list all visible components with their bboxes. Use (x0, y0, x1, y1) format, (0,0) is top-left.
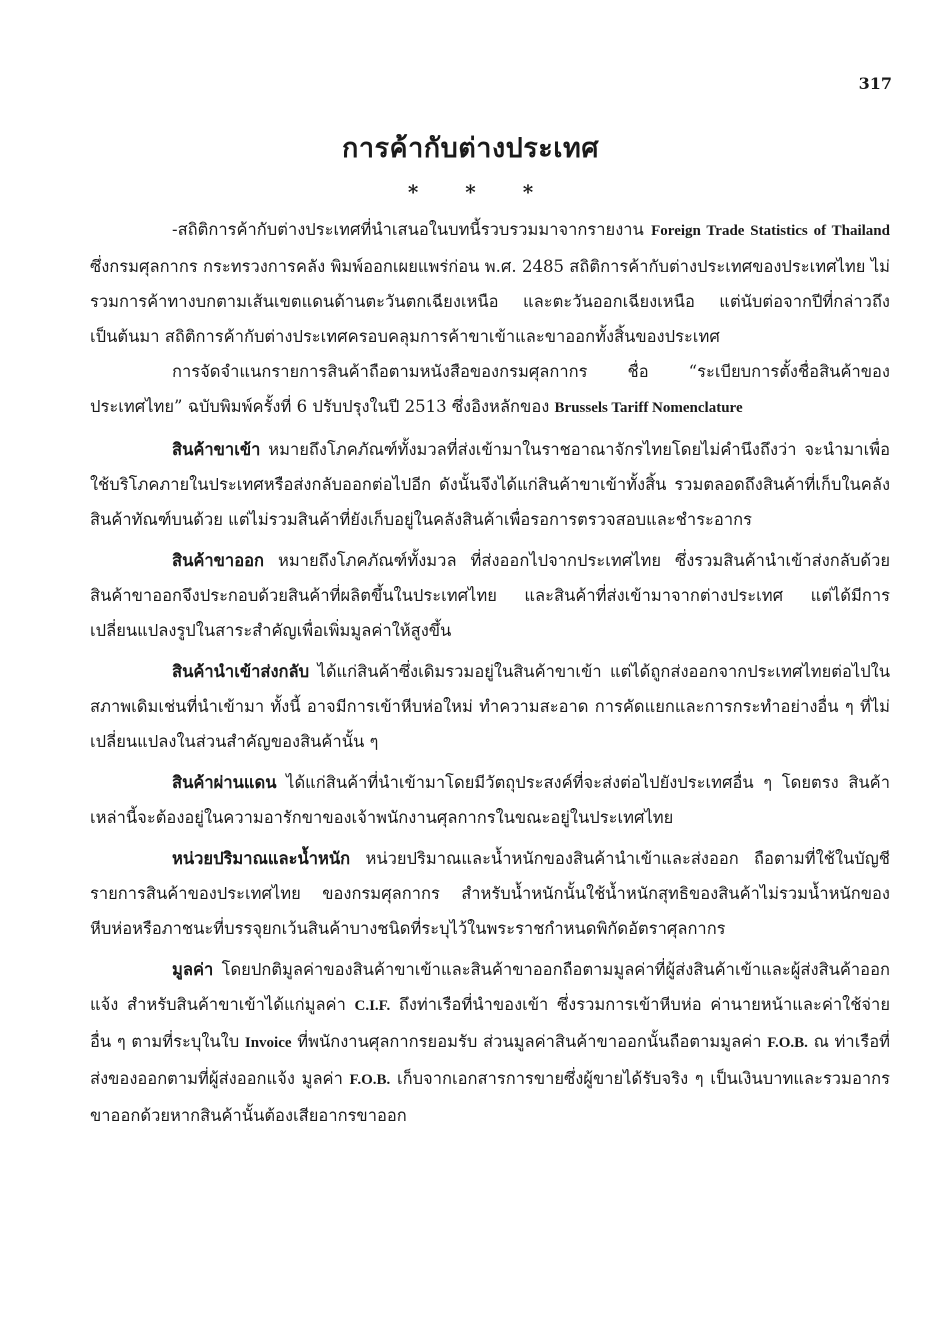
nomenclature-name: Brussels Tariff Nomenclature (554, 400, 743, 416)
paragraph-text: หมายถึงโภคภัณฑ์ทั้งมวล ที่ส่งออกไปจากประเทศไทย ซึ่งรวมสินค้านำเข้าส่งกลับด้วย สินค้าขาออกจึงประกอบด้วยสินค้าที่ผลิตขึ้นในประเทศไทย และสินค้าที่ส่งเข้ามาจากต่างประเทศ แต่ได้มีการเปลี่ยนแปลงรูปในสาระสำคัญเพื่อเพิ่มมูลค่าให้สูงขึ้น (90, 551, 890, 640)
page-number: 317 (858, 74, 892, 93)
term-heading: หน่วยปริมาณและน้ำหนัก (172, 849, 351, 868)
term-heading: สินค้าผ่านแดน (172, 773, 277, 792)
document-body (90, 212, 890, 1139)
paragraph-text: ณ ท่าเรือที่ส่งของออกตามที่ผู้ส่งออกแจ้ง มูลค่า (90, 1032, 890, 1088)
paragraph-text: หมายถึงโภคภัณฑ์ทั้งมวลที่ส่งเข้ามาในราชอาณาจักรไทยโดยไม่คำนึงถึงว่า จะนำมาเพื่อใช้บริโภคภายในประเทศหรือส่งกลับออกต่อไปอีก ดังนั้นจึงได้แก่สินค้าขาเข้าทั้งสิ้น รวมตลอดถึงสินค้าที่เก็บในคลังสินค้าทัณฑ์บนด้วย แต่ไม่รวมสินค้าที่ยังเก็บอยู่ในคลังสินค้าเพื่อรอการตรวจสอบและชำระอากร (90, 440, 890, 529)
paragraph-imports (90, 432, 890, 537)
paragraph-exports (90, 543, 890, 648)
paragraph-text: หน่วยปริมาณและน้ำหนักของสินค้านำเข้าและส่งออก ถือตามที่ใช้ในบัญชีรายการสินค้าของประเทศไทย ของกรมศุลกากร สำหรับน้ำหนักนั้นใช้น้ำหนักสุทธิของสินค้าไม่รวมน้ำหนักของหีบห่อหรือภาชนะที่บรรจุยกเว้นสินค้าบางชนิดที่ระบุไว้ในพระราชกำหนดพิกัดอัตราศุลกากร (90, 849, 891, 938)
paragraph-source (90, 212, 890, 354)
cif-term: C.I.F. (354, 998, 391, 1014)
paragraph-text: การจัดจำแนกรายการสินค้าถือตามหนังสือของกรมศุลกากร ชื่อ “ระเบียบการตั้งชื่อสินค้าของประเทศไทย” ฉบับพิมพ์ครั้งที่ 6 ปรับปรุงในปี 2513 ซึ่งอิงหลักของ (90, 362, 890, 416)
paragraph-text: ถึงท่าเรือที่นำของเข้า ซึ่งรวมการเข้าหีบห่อ ค่านายหน้าและค่าใช้จ่ายอื่น ๆ ตามที่ระบุในใบ (90, 995, 890, 1051)
paragraph-text: ได้แก่สินค้าซึ่งเดิมรวมอยู่ในสินค้าขาเข้า แต่ได้ถูกส่งออกจากประเทศไทยต่อไปในสภาพเดิมเช่นที่นำเข้ามา ทั้งนี้ อาจมีการเข้าหีบห่อใหม่ ทำความสะอาด การคัดแยกและการกระทำอย่างอื่น ๆ ที่ไม่เปลี่ยนแปลงในส่วนสำคัญของสินค้านั้น ๆ (90, 662, 891, 751)
section-divider-stars: * * * (407, 180, 534, 204)
invoice-term: Invoice (244, 1035, 292, 1051)
term-heading: มูลค่า (172, 960, 214, 979)
paragraph-value (90, 952, 890, 1133)
paragraph-text: ได้แก่สินค้าที่นำเข้ามาโดยมีวัตถุประสงค์ที่จะส่งต่อไปยังประเทศอื่น ๆ โดยตรง สินค้าเหล่านี้จะต้องอยู่ในความอารักขาของเจ้าพนักงานศุลกากรในขณะอยู่ในประเทศไทย (90, 773, 890, 827)
paragraph-text: ที่พนักงานศุลกากรยอมรับ ส่วนมูลค่าสินค้าขาออกนั้นถือตามมูลค่า (297, 1032, 762, 1051)
paragraph-text: โดยปกติมูลค่าของสินค้าขาเข้าและสินค้าขาออกถือตามมูลค่าที่ผู้ส่งสินค้าเข้าและผู้ส่งสินค้าออกแจ้ง สำหรับสินค้าขาเข้าได้แก่มูลค่า (90, 960, 890, 1014)
term-heading: สินค้าขาออก (172, 551, 265, 570)
term-heading: สินค้านำเข้าส่งกลับ (172, 662, 310, 681)
fob-term: F.O.B. (767, 1035, 808, 1051)
paragraph-text: ซึ่งกรมศุลกากร กระทรวงการคลัง พิมพ์ออกเผยแพร่ก่อน พ.ศ. 2485 สถิติการค้ากับต่างประเทศของประเทศไทย ไม่รวมการค้าทางบกตามเส้นเขตแดนด้านตะวันตกเฉียงเหนือ และตะวันออกเฉียงเหนือ แต่นับต่อจากปีที่กล่าวถึงเป็นต้นมา สถิติการค้ากับต่างประเทศครอบคลุมการค้าขาเข้าและขาออกทั้งสิ้นของประเทศ (90, 257, 890, 346)
term-heading: สินค้าขาเข้า (172, 440, 261, 459)
paragraph-transit (90, 765, 890, 835)
fob-term: F.O.B. (349, 1072, 391, 1088)
page-title: การค้ากับต่างประเทศ (342, 133, 599, 164)
paragraph-text: -สถิติการค้ากับต่างประเทศที่นำเสนอในบทนี้รวบรวมมาจากรายงาน (172, 220, 644, 239)
paragraph-units (90, 841, 890, 946)
paragraph-text: เก็บจากเอกสารการขายซึ่งผู้ขายได้รับจริง ๆ เป็นเงินบาทและรวมอากรขาออกด้วยหากสินค้านั้นต้องเสียอากรขาออก (90, 1069, 890, 1125)
paragraph-classification (90, 354, 890, 426)
paragraph-reexports (90, 654, 890, 759)
publication-name: Foreign Trade Statistics of Thailand (651, 223, 890, 239)
